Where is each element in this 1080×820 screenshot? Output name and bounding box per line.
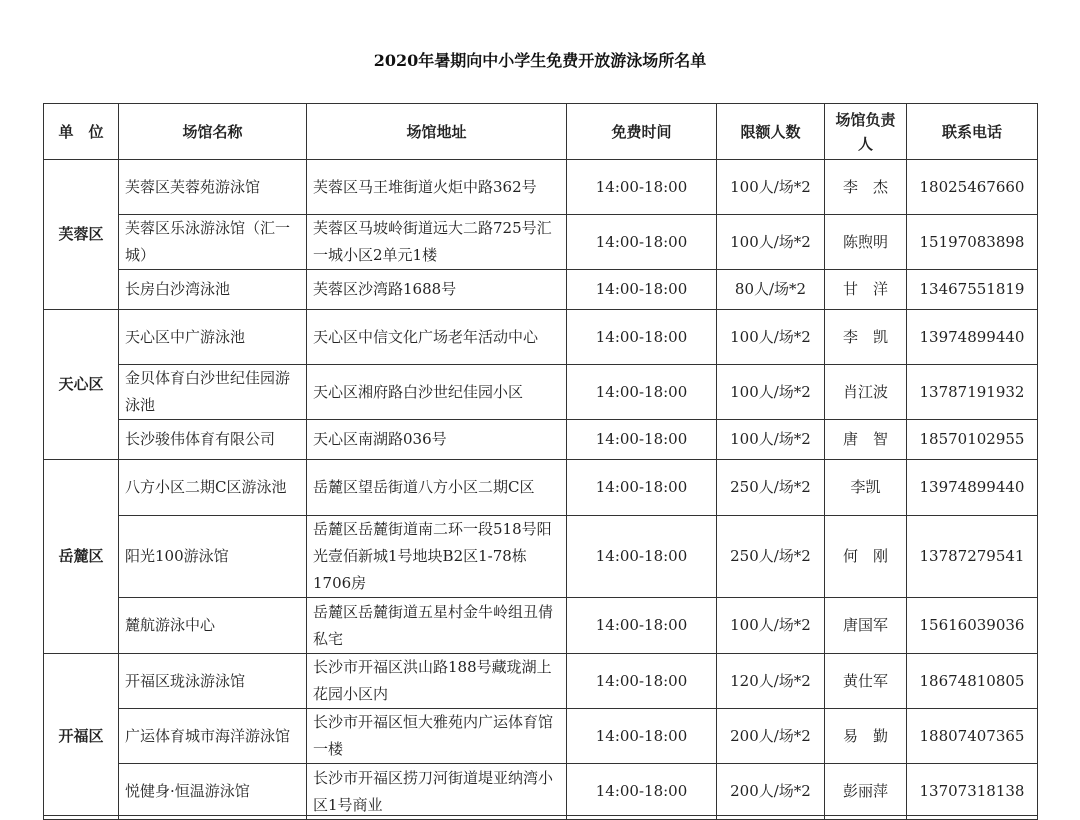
quota-cell: 100人/场*2 (717, 598, 825, 654)
venue-name-cell: 广运体育城市海洋游泳馆 (119, 709, 307, 764)
quota-cell: 80人/场*2 (717, 270, 825, 310)
quota-cell: 100人/场*2 (717, 310, 825, 365)
venue-name-cell: 开福区珑泳游泳馆 (119, 654, 307, 709)
quota-cell: 250人/场*2 (717, 516, 825, 598)
table-row (44, 764, 1038, 820)
header-quota: 限额人数 (717, 104, 825, 160)
phone-cell: 13787191932 (907, 365, 1038, 420)
venue-address-cell: 岳麓区岳麓街道五星村金牛岭组丑倩私宅 (307, 598, 567, 654)
manager-cell: 陈煦明 (825, 215, 907, 270)
phone-cell: 15616039036 (907, 598, 1038, 654)
header-venue-name: 场馆名称 (119, 104, 307, 160)
phone-cell: 18674810805 (907, 654, 1038, 709)
phone-cell: 13974899440 (907, 460, 1038, 516)
venue-name-cell: 芙蓉区芙蓉苑游泳馆 (119, 160, 307, 215)
phone-cell: 18025467660 (907, 160, 1038, 215)
manager-cell: 黄仕军 (825, 654, 907, 709)
venue-address-cell: 天心区湘府路白沙世纪佳园小区 (307, 365, 567, 420)
manager-cell: 李 杰 (825, 160, 907, 215)
phone-cell: 13787279541 (907, 516, 1038, 598)
quota-cell: 250人/场*2 (717, 460, 825, 516)
free-time-cell: 14:00-18:00 (567, 215, 717, 270)
manager-cell: 何 刚 (825, 516, 907, 598)
table-row (44, 270, 1038, 310)
quota-cell: 100人/场*2 (717, 420, 825, 460)
venue-address-cell: 芙蓉区沙湾路1688号 (307, 270, 567, 310)
free-time-cell: 14:00-18:00 (567, 654, 717, 709)
free-time-cell: 14:00-18:00 (567, 270, 717, 310)
free-time-cell: 14:00-18:00 (567, 460, 717, 516)
district-cell: 开福区 (44, 654, 119, 820)
venue-name-cell: 金贝体育白沙世纪佳园游泳池 (119, 365, 307, 420)
table-row (44, 215, 1038, 270)
venue-name-cell: 天心区中广游泳池 (119, 310, 307, 365)
phone-cell: 13707318138 (907, 764, 1038, 820)
table-row (44, 516, 1038, 598)
district-cell: 芙蓉区 (44, 160, 119, 310)
district-cell: 岳麓区 (44, 460, 119, 654)
free-time-cell: 14:00-18:00 (567, 598, 717, 654)
venue-address-cell: 岳麓区岳麓街道南二环一段518号阳光壹佰新城1号地块B2区1-78栋1706房 (307, 516, 567, 598)
table-header-row (44, 104, 1038, 160)
venue-address-cell: 长沙市开福区恒大雅苑内广运体育馆一楼 (307, 709, 567, 764)
quota-cell: 120人/场*2 (717, 654, 825, 709)
free-time-cell: 14:00-18:00 (567, 365, 717, 420)
free-time-cell: 14:00-18:00 (567, 160, 717, 215)
table-row (44, 460, 1038, 516)
manager-cell: 易 勤 (825, 709, 907, 764)
table-row (44, 654, 1038, 709)
manager-cell: 唐国军 (825, 598, 907, 654)
venue-address-cell: 长沙市开福区洪山路188号藏珑湖上花园小区内 (307, 654, 567, 709)
header-manager: 场馆负责人 (825, 104, 907, 160)
phone-cell: 13974899440 (907, 310, 1038, 365)
table-row (44, 310, 1038, 365)
manager-cell: 肖江波 (825, 365, 907, 420)
quota-cell: 100人/场*2 (717, 215, 825, 270)
table-row (44, 160, 1038, 215)
table-row (44, 420, 1038, 460)
manager-cell: 唐 智 (825, 420, 907, 460)
quota-cell: 200人/场*2 (717, 764, 825, 820)
header-venue-address: 场馆地址 (307, 104, 567, 160)
venue-name-cell: 长房白沙湾泳池 (119, 270, 307, 310)
free-time-cell: 14:00-18:00 (567, 310, 717, 365)
venue-name-cell: 芙蓉区乐泳游泳馆（汇一城） (119, 215, 307, 270)
venue-table (43, 103, 1038, 820)
manager-cell: 李 凯 (825, 310, 907, 365)
table-continuation-line (43, 815, 1037, 816)
free-time-cell: 14:00-18:00 (567, 516, 717, 598)
venue-name-cell: 八方小区二期C区游泳池 (119, 460, 307, 516)
table-row (44, 598, 1038, 654)
venue-address-cell: 芙蓉区马坡岭街道远大二路725号汇一城小区2单元1楼 (307, 215, 567, 270)
manager-cell: 甘 洋 (825, 270, 907, 310)
district-cell: 天心区 (44, 310, 119, 460)
venue-name-cell: 悦健身·恒温游泳馆 (119, 764, 307, 820)
phone-cell: 13467551819 (907, 270, 1038, 310)
phone-cell: 18807407365 (907, 709, 1038, 764)
quota-cell: 100人/场*2 (717, 160, 825, 215)
manager-cell: 李凯 (825, 460, 907, 516)
quota-cell: 200人/场*2 (717, 709, 825, 764)
venue-address-cell: 长沙市开福区捞刀河街道堤亚纳湾小区1号商业 (307, 764, 567, 820)
manager-cell: 彭丽萍 (825, 764, 907, 820)
venue-name-cell: 阳光100游泳馆 (119, 516, 307, 598)
free-time-cell: 14:00-18:00 (567, 420, 717, 460)
venue-address-cell: 芙蓉区马王堆街道火炬中路362号 (307, 160, 567, 215)
header-district: 单 位 (44, 104, 119, 160)
venue-name-cell: 长沙骏伟体育有限公司 (119, 420, 307, 460)
table-row (44, 365, 1038, 420)
phone-cell: 18570102955 (907, 420, 1038, 460)
venue-name-cell: 麓航游泳中心 (119, 598, 307, 654)
venue-address-cell: 天心区南湖路036号 (307, 420, 567, 460)
venue-address-cell: 天心区中信文化广场老年活动中心 (307, 310, 567, 365)
table-body (44, 160, 1038, 820)
free-time-cell: 14:00-18:00 (567, 709, 717, 764)
document-title: 2020年暑期向中小学生免费开放游泳场所名单 (373, 51, 707, 70)
table-row (44, 709, 1038, 764)
phone-cell: 15197083898 (907, 215, 1038, 270)
free-time-cell: 14:00-18:00 (567, 764, 717, 820)
header-phone: 联系电话 (907, 104, 1038, 160)
header-free-time: 免费时间 (567, 104, 717, 160)
venue-address-cell: 岳麓区望岳街道八方小区二期C区 (307, 460, 567, 516)
quota-cell: 100人/场*2 (717, 365, 825, 420)
